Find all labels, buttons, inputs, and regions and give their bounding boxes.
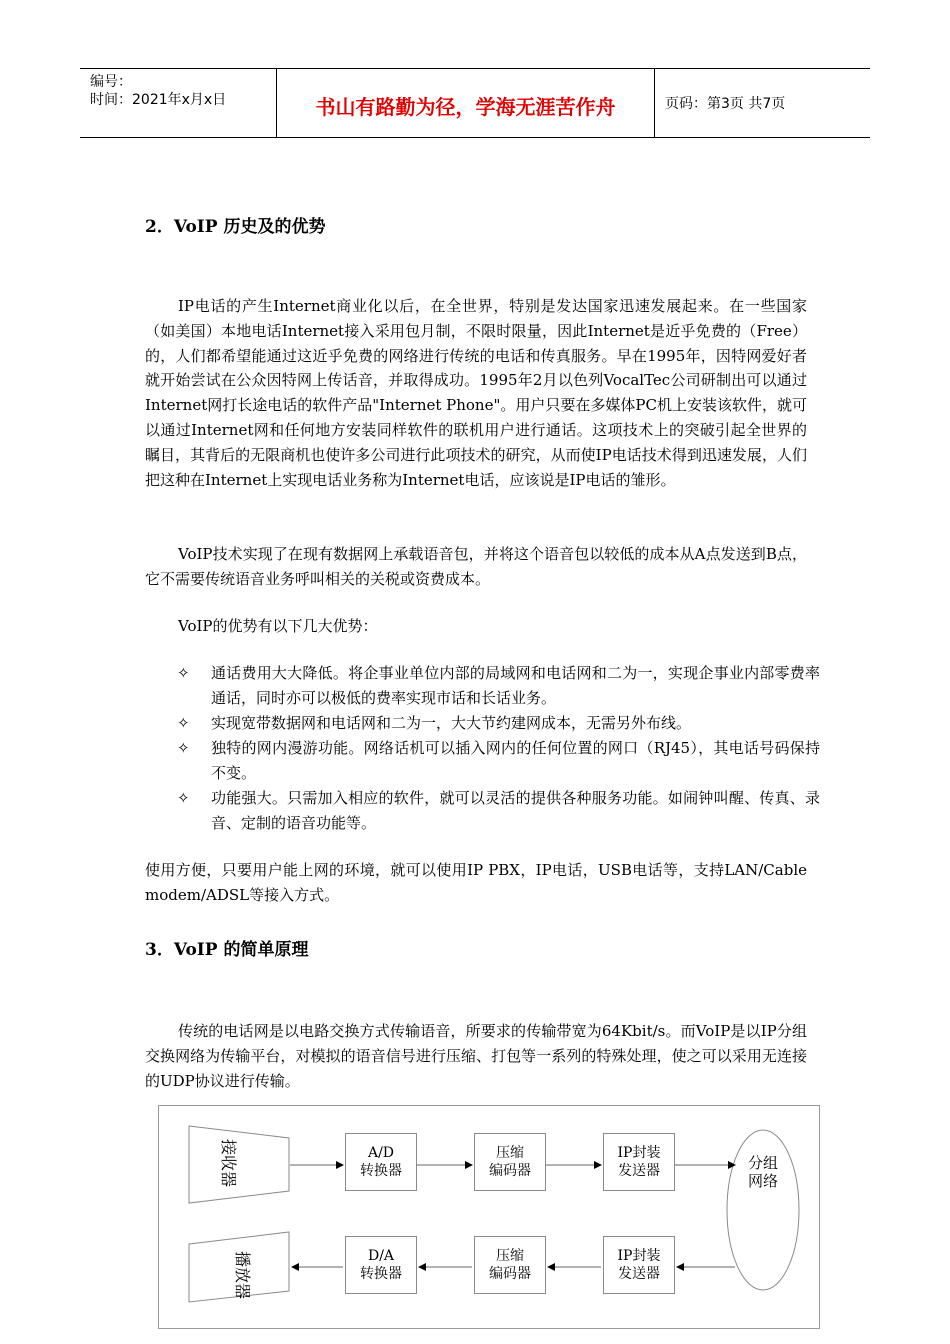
bullet-text: 实现宽带数据网和电话网和二为一，大大节约建网成本，无需另外布线。: [211, 714, 692, 732]
ip-top-line2: 发送器: [617, 1163, 660, 1179]
encoder-box-bottom: [474, 1236, 546, 1294]
time-label: 时间：2021年x月x日: [90, 92, 227, 108]
header-meta-cell: [80, 69, 277, 137]
bullet-text: 功能强大。只需加入相应的软件，就可以灵活的提供各种服务功能。如闹钟叫醒、传真、录音、定制的语音功能等。: [211, 789, 820, 832]
bullet-diamond-icon: ✧: [177, 789, 190, 807]
encoder-bottom-line2: 编码器: [489, 1266, 531, 1282]
ip-bottom-line1: IP封装: [617, 1248, 661, 1264]
section2-para3: VoIP的优势有以下几大优势：: [178, 617, 378, 635]
ip-bottom-line2: 发送器: [617, 1266, 660, 1282]
receiver-shape: [189, 1126, 289, 1203]
ad-label-line2: 转换器: [360, 1163, 402, 1179]
bullet-text: 通话费用大大降低。将企事业单位内部的局域网和电话网和二为一，实现企事业内部零费率通话，同时亦可以极低的费率实现市话和长话业务。: [211, 664, 820, 707]
bullet-item: [145, 786, 820, 836]
da-label-line2: 转换器: [360, 1266, 402, 1282]
encoder-top-line1: 压缩: [496, 1145, 524, 1161]
da-label-line1: D/A: [367, 1248, 395, 1264]
voip-flow-diagram: [158, 1105, 820, 1329]
network-label-line2: 网络: [747, 1172, 778, 1190]
header-page-cell: [655, 69, 870, 137]
bullet-diamond-icon: ✧: [177, 714, 190, 732]
section2-para1: IP电话的产生Internet商业化以后，在全世界，特别是发达国家迅速发展起来。在一些国家（如美国）本地电话Internet接入采用包月制，不限时限量，因此Internet是近乎免费的（Free）的，人们都希望能通过这近乎免费的网络进行传统的电话和传真服务。早在1995年，因特网爱好者就开始尝试在公众因特网上传话音，并取得成功。1995年2月以色列VocalTec公司研制出可以通过Internet网打长途电话的软件产品"Internet Phone"。用户只要在多媒体PC机上安装该软件，就可以通过Internet网和任何地方安装同样软件的联机用户进行通话。这项技术上的突破引起全世界的瞩目，其背后的无限商机也使许多公司进行此项技术的研究，从而使IP电话技术得到迅速发展，人们把这种在Internet上实现电话业务称为Internet电话，应该说是IP电话的雏形。: [145, 297, 807, 489]
da-converter-box: [345, 1236, 417, 1294]
ip-sender-box-top: [603, 1133, 675, 1191]
section3-heading: 3．VoIP 的简单原理: [145, 940, 309, 960]
section2-para4: 使用方便，只要用户能上网的环境，就可以使用IP PBX，IP电话，USB电话等，支持LAN/Cable modem/ADSL等接入方式。: [145, 861, 807, 904]
section2-para2: VoIP技术实现了在现有数据网上承载语音包，并将这个语音包以较低的成本从A点发送到B点，它不需要传统语音业务呼叫相关的关税或资费成本。: [145, 545, 807, 588]
number-label: 编号：: [90, 74, 132, 90]
network-label: [737, 1154, 789, 1190]
ip-top-line1: IP封装: [617, 1145, 661, 1161]
bullet-diamond-icon: ✧: [177, 739, 190, 757]
encoder-bottom-line1: 压缩: [496, 1248, 524, 1264]
network-label-line1: 分组: [747, 1154, 778, 1172]
player-label: 播放器: [233, 1250, 252, 1299]
bullet-item: [145, 661, 820, 711]
encoder-box-top: [474, 1133, 546, 1191]
section2-heading: 2．VoIP 历史及的优势: [145, 217, 326, 237]
page-header: [80, 68, 870, 138]
bullet-item: [145, 736, 820, 786]
bullet-diamond-icon: ✧: [177, 664, 190, 682]
page-number: 页码：第3页 共7页: [665, 96, 786, 112]
ad-label-line1: A/D: [367, 1145, 395, 1161]
receiver-label: 接收器: [219, 1138, 238, 1187]
header-motto-cell: [277, 69, 655, 137]
section3-para1: 传统的电话网是以电路交换方式传输语音，所要求的传输带宽为64Kbit/s。而VoIP是以IP分组交换网络为传输平台，对模拟的语音信号进行压缩、打包等一系列的特殊处理，使之可以采用无连接的UDP协议进行传输。: [145, 1022, 807, 1090]
ip-sender-box-bottom: [603, 1236, 675, 1294]
ad-converter-box: [345, 1133, 417, 1191]
bullet-item: [145, 711, 820, 736]
encoder-top-line2: 编码器: [489, 1163, 531, 1179]
motto-text: 书山有路勤为径，学海无涯苦作舟: [315, 95, 616, 119]
bullet-text: 独特的网内漫游功能。网络话机可以插入网内的任何位置的网口（RJ45），其电话号码保持不变。: [211, 739, 820, 782]
